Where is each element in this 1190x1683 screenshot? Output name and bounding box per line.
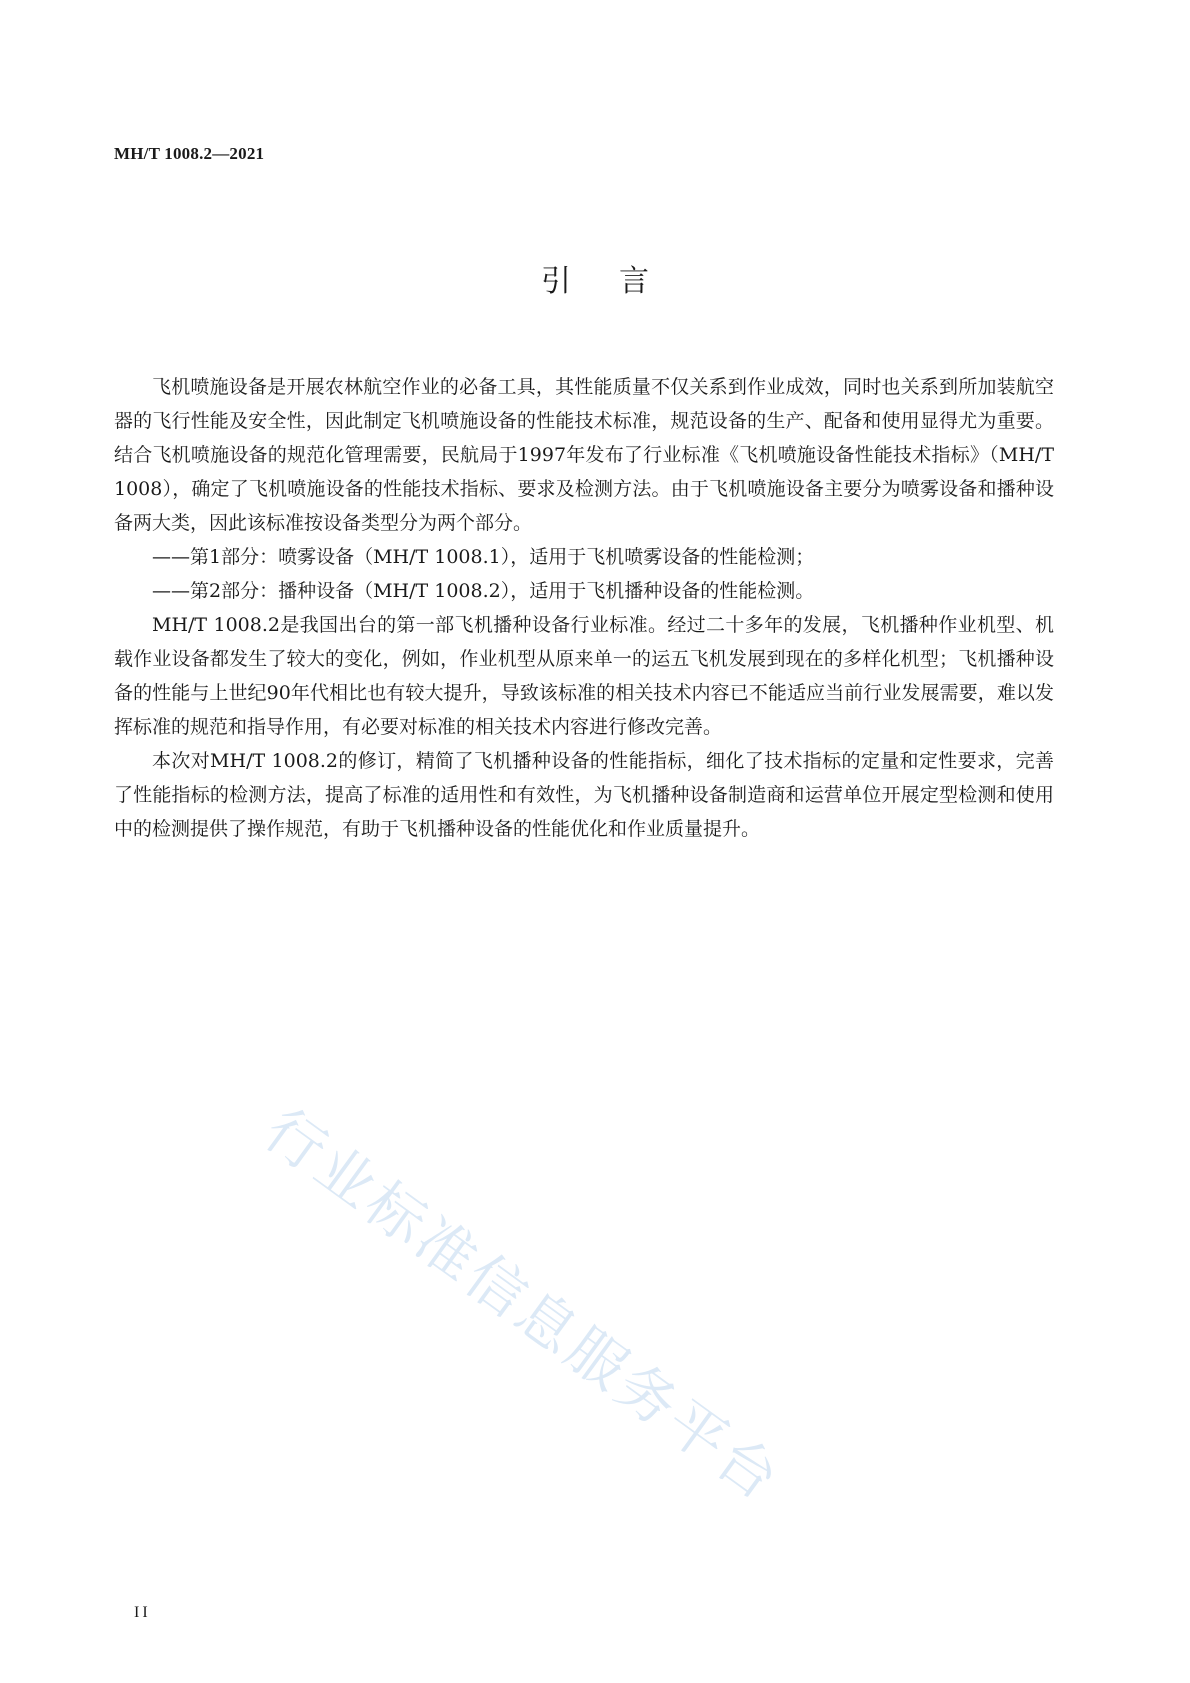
paragraph-revision: 本次对MH/T 1008.2的修订，精简了飞机播种设备的性能指标，细化了技术指标的定量和定性要求，完善了性能指标的检测方法，提高了标准的适用性和有效性，为飞机播种设备制造商和运营单位开展定型检测和使用中的检测提供了操作规范，有助于飞机播种设备的性能优化和作业质量提升。 (114, 750, 1054, 840)
page-title: 引言 (541, 264, 697, 299)
paragraph-history: MH/T 1008.2是我国出台的第一部飞机播种设备行业标准。经过二十多年的发展，飞机播种作业机型、机载作业设备都发生了较大的变化，例如，作业机型从原来单一的运五飞机发展到现在的多样化机型；飞机播种设备的性能与上世纪90年代相比也有较大提升，导致该标准的相关技术内容已不能适应当前行业发展需要，难以发挥标准的规范和指导作用，有必要对标准的相关技术内容进行修改完善。 (114, 614, 1054, 738)
page-number: II (134, 1604, 151, 1621)
document-id: MH/T 1008.2—2021 (114, 144, 265, 163)
paragraph-part1: ——第1部分：喷雾设备（MH/T 1008.1），适用于飞机喷雾设备的性能检测； (152, 546, 815, 568)
paragraph-intro: 飞机喷施设备是开展农林航空作业的必备工具，其性能质量不仅关系到作业成效，同时也关系到所加装航空器的飞行性能及安全性，因此制定飞机喷施设备的性能技术标准，规范设备的生产、配备和使用显得尤为重要。结合飞机喷施设备的规范化管理需要，民航局于1997年发布了行业标准《飞机喷施设备性能技术指标》（MH/T 1008），确定了飞机喷施设备的性能技术指标、要求及检测方法。由于飞机喷施设备主要分为喷雾设备和播种设备两大类，因此该标准按设备类型分为两个部分。 (114, 376, 1054, 534)
body-text (114, 370, 1054, 846)
paragraph-part2: ——第2部分：播种设备（MH/T 1008.2），适用于飞机播种设备的性能检测。 (152, 580, 815, 602)
watermark: 行业标准信息服务平台 (252, 1095, 794, 1515)
